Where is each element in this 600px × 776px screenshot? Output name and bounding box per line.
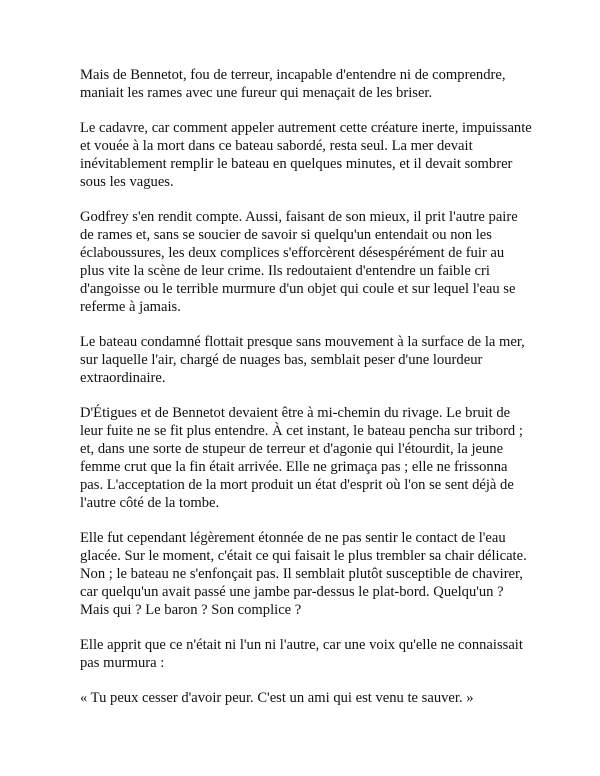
paragraph-5: D'Étigues et de Bennetot devaient être à mi-chemin du rivage. Le bruit de leur fuite ne se fit plus entendre. À cet instant, le bateau pencha sur tribord ; et, dans une sorte de stupeur de terreur et d'agonie qui l'étourdit, la jeune femme crut que la fin était arrivée. Elle ne grimaça pas ; elle ne frissonna pas. L'acceptation de la mort produit un état d'esprit où l'on se sent déjà de l'autre côté de la tombe. (80, 405, 523, 511)
paragraph-7: Elle apprit que ce n'était ni l'un ni l'autre, car une voix qu'elle ne connaissait pas murmura : (80, 637, 523, 671)
paragraph-6: Elle fut cependant légèrement étonnée de ne pas sentir le contact de l'eau glacée. Sur le moment, c'était ce qui faisait le plus trembler sa chair délicate. Non ; le bateau ne s'enfonçait pas. Il semblait plutôt susceptible de chavirer, car quelqu'un avait passé une jambe par-dessus le plat-bord. Quelqu'un ? Mais qui ? Le baron ? Son complice ? (80, 530, 527, 618)
paragraph-1: Mais de Bennetot, fou de terreur, incapable d'entendre ni de comprendre, maniait les rames avec une fureur qui menaçait de les briser. (80, 67, 506, 101)
paragraph-4: Le bateau condamné flottait presque sans mouvement à la surface de la mer, sur laquelle l'air, chargé de nuages bas, semblait peser d'une lourdeur extraordinaire. (80, 334, 525, 386)
paragraph-3: Godfrey s'en rendit compte. Aussi, faisant de son mieux, il prit l'autre paire de rames et, sans se soucier de savoir si quelqu'un entendait ou non les éclaboussures, les deux complices s'efforcèrent désespérément de fuir au plus vite la scène de leur crime. Ils redoutaient d'entendre un faible cri d'angoisse ou le terrible murmure d'un objet qui coule et sur lequel l'eau se referme à jamais. (80, 209, 518, 315)
paragraph-8: « Tu peux cesser d'avoir peur. C'est un ami qui est venu te sauver. » (80, 690, 474, 706)
paragraph-2: Le cadavre, car comment appeler autrement cette créature inerte, impuissante et vouée à la mort dans ce bateau sabordé, resta seul. La mer devait inévitablement remplir le bateau en quelques minutes, et il devait sombrer sous les vagues. (80, 120, 532, 190)
document-body (80, 66, 532, 724)
